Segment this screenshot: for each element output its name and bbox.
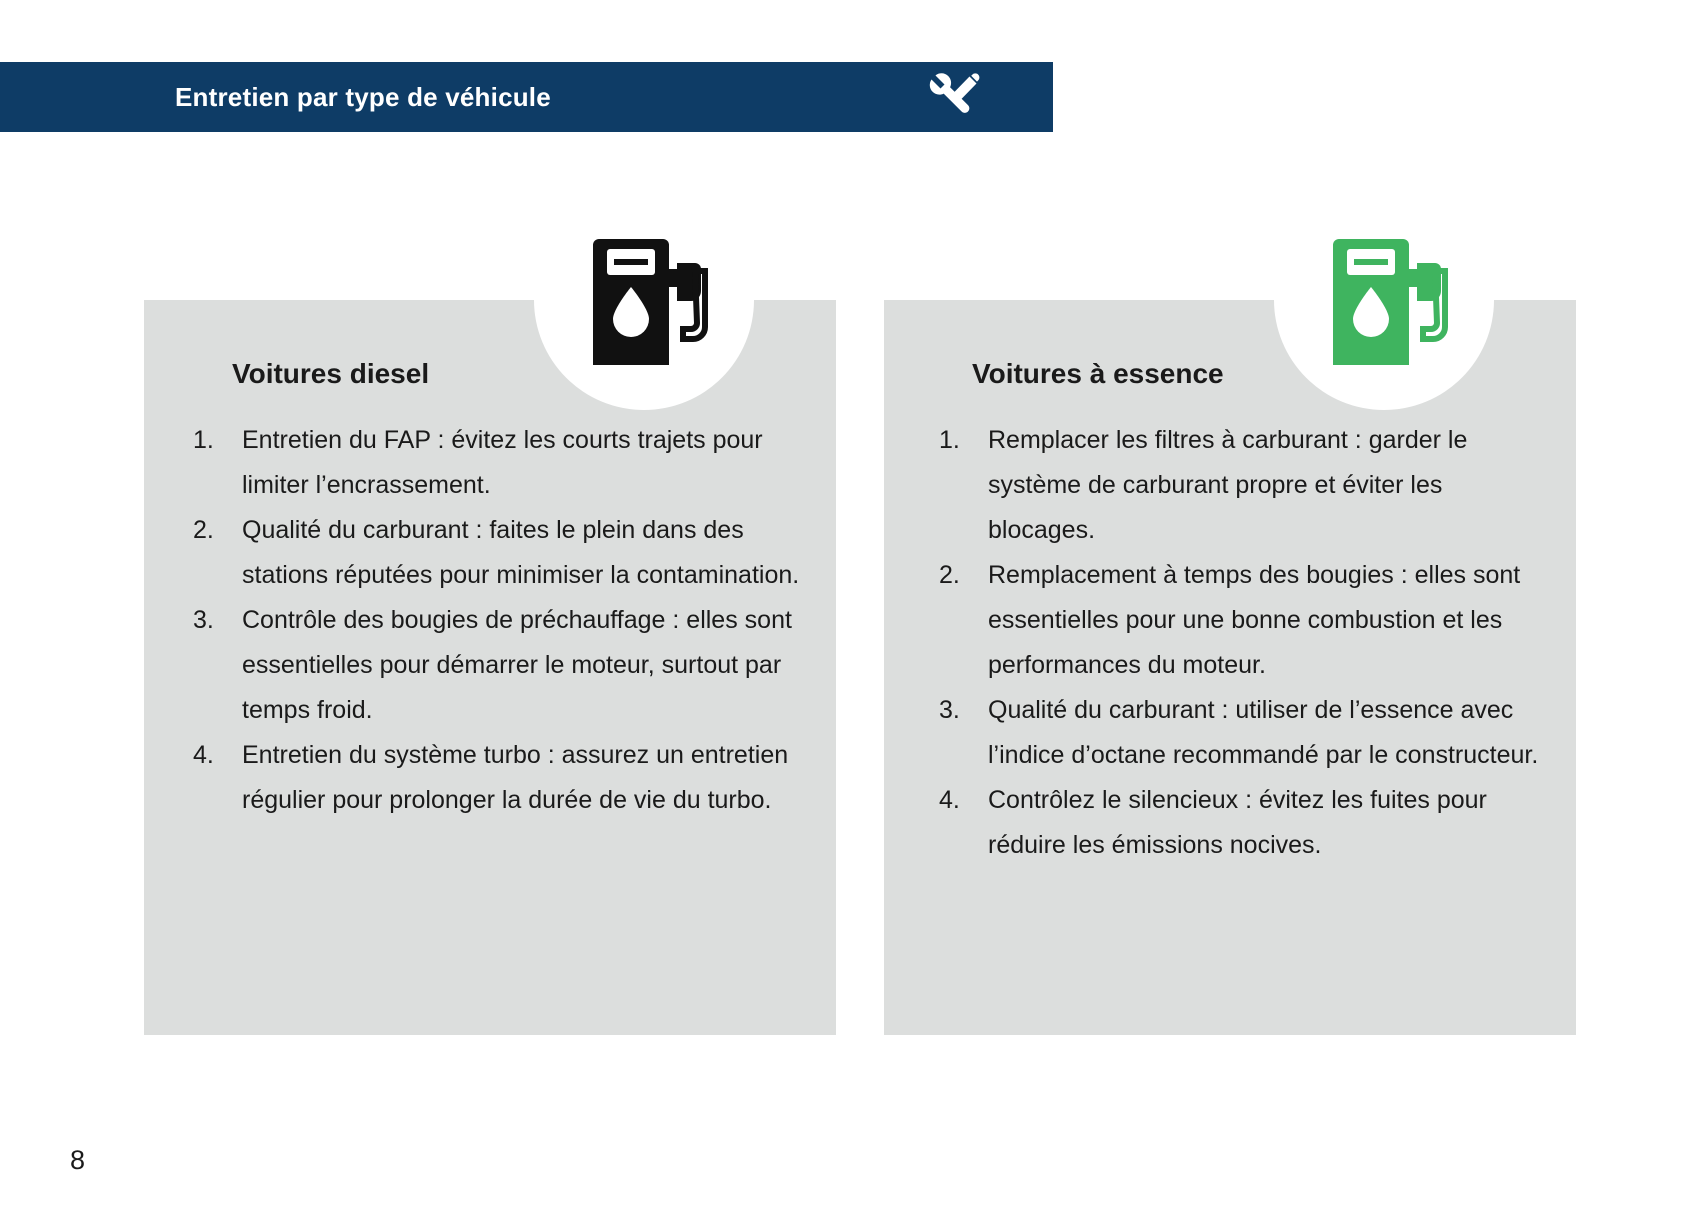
page-title: Entretien par type de véhicule xyxy=(175,81,551,112)
list-item: Entretien du FAP : évitez les courts trajets pour limiter l’encrassement. xyxy=(242,426,763,499)
card-title-diesel: Voitures diesel xyxy=(232,358,430,389)
list-item: Entretien du système turbo : assurez un entretien régulier pour prolonger la durée de vie du turbo. xyxy=(242,741,789,814)
tools-screwdriver-wrench-icon xyxy=(925,72,981,122)
page-header xyxy=(0,62,1053,132)
list-item: Qualité du carburant : faites le plein dans des stations réputées pour minimiser la contamination. xyxy=(242,516,800,589)
fuel-pump-icon-essence xyxy=(1309,225,1459,385)
list-item: Contrôle des bougies de préchauffage : elles sont essentielles pour démarrer le moteur, surtout par temps froid. xyxy=(242,606,792,724)
card-list-essence xyxy=(932,418,1552,868)
list-item: Qualité du carburant : utiliser de l’essence avec l’indice d’octane recommandé par le constructeur. xyxy=(988,696,1539,769)
list-item: Contrôlez le silencieux : évitez les fuites pour réduire les émissions nocives. xyxy=(988,786,1487,859)
card-list-diesel xyxy=(186,418,806,823)
list-item: Remplacer les filtres à carburant : garder le système de carburant propre et éviter les blocages. xyxy=(988,426,1468,544)
list-item: Remplacement à temps des bougies : elles sont essentielles pour une bonne combustion et les performances du moteur. xyxy=(988,561,1521,679)
card-diesel xyxy=(144,300,836,1035)
card-essence xyxy=(884,300,1576,1035)
page-number: 8 xyxy=(70,1145,86,1175)
card-title-essence: Voitures à essence xyxy=(972,358,1224,389)
fuel-pump-icon-diesel xyxy=(569,225,719,385)
